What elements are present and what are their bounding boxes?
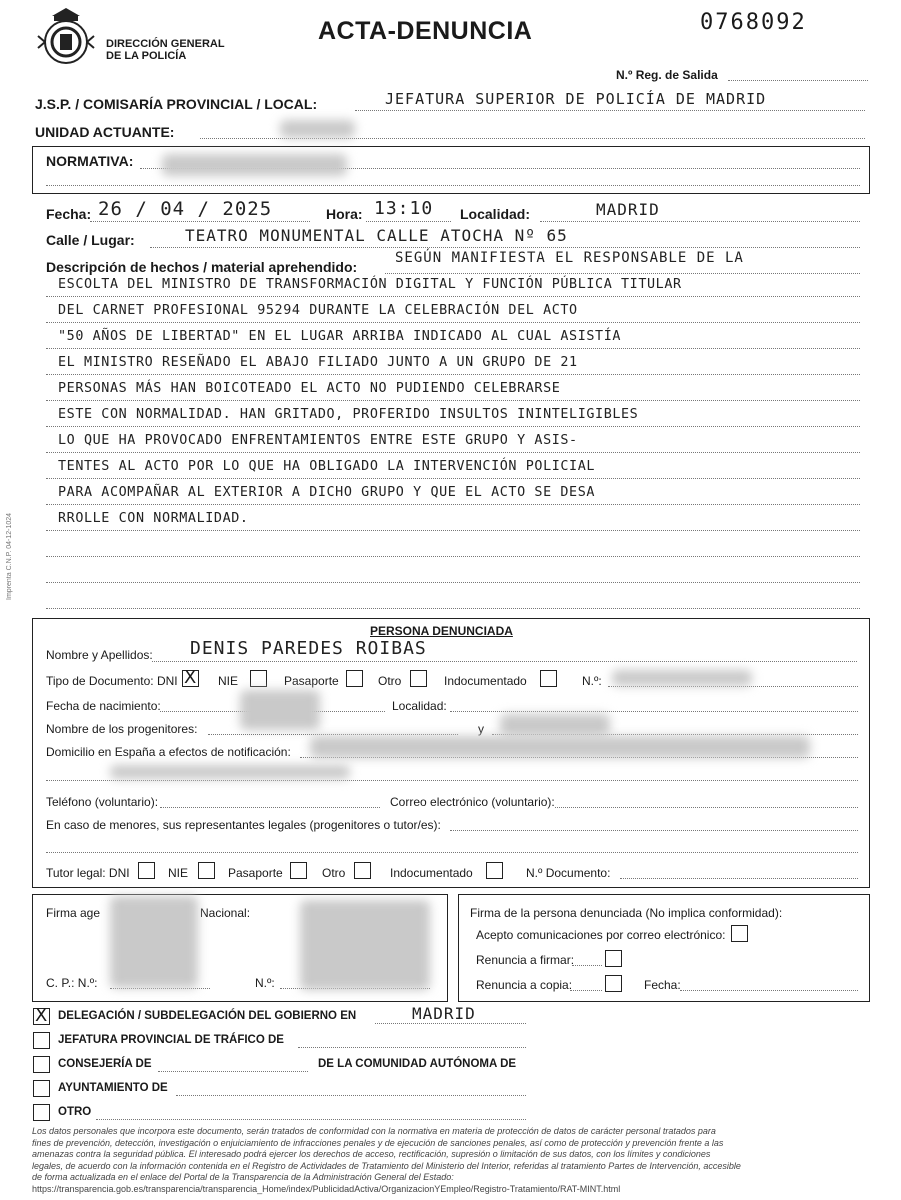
correo-label: Correo electrónico (voluntario): (390, 795, 555, 809)
description-rule (46, 504, 860, 505)
tutor-otro-label: Otro (322, 866, 346, 880)
description-rule (46, 374, 860, 375)
indocumentado-label: Indocumentado (444, 674, 527, 688)
num-doc-label: N.º: (582, 674, 602, 688)
description-line: ESCOLTA DEL MINISTRO DE TRANSFORMACIÓN DIGITAL Y FUNCIÓN PÚBLICA TITULAR (58, 277, 682, 292)
description-rule (46, 400, 860, 401)
destination-checkbox[interactable] (33, 1080, 50, 1097)
destination-checkbox[interactable] (33, 1032, 50, 1049)
footer-line: fines de prevención, detección, investigación o enjuiciamiento de infracciones penales y de ejecución de sanciones penales, así como de protección y prevención frente a las (32, 1137, 724, 1148)
nie-checkbox[interactable] (250, 670, 267, 687)
otro-label: Otro (378, 674, 402, 688)
description-rule (46, 478, 860, 479)
destination-label: JEFATURA PROVINCIAL DE TRÁFICO DE (58, 1034, 284, 1046)
fecha-firma-label: Fecha: (644, 978, 681, 992)
localidad-nac-label: Localidad: (392, 699, 447, 713)
acepto-checkbox[interactable] (731, 925, 748, 942)
telefono-label: Teléfono (voluntario): (46, 795, 159, 809)
destination-label: CONSEJERÍA DE (58, 1058, 152, 1070)
tutor-indocumentado-label: Indocumentado (390, 866, 473, 880)
org-line-1: DIRECCIÓN GENERAL (106, 38, 225, 50)
descripcion-first-line: SEGÚN MANIFIESTA EL RESPONSABLE DE LA (395, 250, 744, 266)
description-rule (46, 296, 860, 297)
description-line: PERSONAS MÁS HAN BOICOTEADO EL ACTO NO PUDIENDO CELEBRARSE (58, 381, 561, 396)
progenitores-label: Nombre de los progenitores: (46, 722, 198, 736)
firma-denunciada-label: Firma de la persona denunciada (No implica conformidad): (470, 906, 783, 920)
localidad-label: Localidad: (460, 206, 531, 222)
tutor-indocumentado-checkbox[interactable] (486, 862, 503, 879)
destination-check-mark: X (35, 1005, 48, 1026)
hora-value: 13:10 (374, 198, 434, 219)
acepto-label: Acepto comunicaciones por correo electrónico: (476, 928, 726, 942)
redacted-domicilio-2 (110, 765, 350, 779)
org-name (106, 38, 225, 62)
nie-label: NIE (218, 674, 239, 688)
normativa-box (32, 146, 870, 194)
description-line: ESTE CON NORMALIDAD. HAN GRITADO, PROFERIDO INSULTOS ININTELIGIBLES (58, 407, 639, 422)
renuncia-copia-checkbox[interactable] (605, 975, 622, 992)
description-line: EL MINISTRO RESEÑADO EL ABAJO FILIADO JUNTO A UN GRUPO DE 21 (58, 355, 578, 370)
destination-label: AYUNTAMIENTO DE (58, 1082, 168, 1094)
calle-value: TEATRO MONUMENTAL CALLE ATOCHA Nº 65 (185, 226, 568, 245)
destination-label: OTRO (58, 1106, 92, 1118)
destination-extra-label: DE LA COMUNIDAD AUTÓNOMA DE (318, 1058, 517, 1070)
agent-num-label: N.º: (255, 976, 275, 990)
localidad-value: MADRID (596, 200, 660, 219)
description-rule (46, 426, 860, 427)
pasaporte-label: Pasaporte (284, 674, 339, 688)
description-line: PARA ACOMPAÑAR AL EXTERIOR A DICHO GRUPO Y QUE EL ACTO SE DESA (58, 485, 596, 500)
redacted-num-doc (612, 670, 752, 686)
description-line: LO QUE HA PROVOCADO ENFRENTAMIENTOS ENTRE ESTE GRUPO Y ASIS- (58, 433, 578, 448)
normativa-label: NORMATIVA: (46, 153, 134, 169)
description-line: TENTES AL ACTO POR LO QUE HA OBLIGADO LA INTERVENCIÓN POLICIAL (58, 459, 596, 474)
redacted-agent-signature (110, 896, 198, 988)
description-rule (46, 582, 860, 583)
footer-line: de forma actualizada en el enlace del Portal de la Transparencia de la Administración General del Estado: (32, 1172, 454, 1182)
police-seal-logo (34, 6, 98, 66)
fecha-value: 26 / 04 / 2025 (98, 198, 273, 220)
tutor-dni-checkbox[interactable] (138, 862, 155, 879)
menores-label: En caso de menores, sus representantes legales (progenitores o tutor/es): (46, 818, 441, 832)
tutor-pasaporte-checkbox[interactable] (290, 862, 307, 879)
redacted-unidad (280, 120, 355, 138)
progenitores-y: y (478, 722, 484, 736)
hora-label: Hora: (326, 206, 363, 222)
destination-label: DELEGACIÓN / SUBDELEGACIÓN DEL GOBIERNO EN (58, 1010, 357, 1022)
org-line-2: DE LA POLICÍA (106, 50, 187, 62)
tutor-nie-checkbox[interactable] (198, 862, 215, 879)
description-line: RROLLE CON NORMALIDAD. (58, 511, 249, 526)
destination-checkbox[interactable] (33, 1104, 50, 1121)
renuncia-firmar-label: Renuncia a firmar: (476, 953, 575, 967)
printer-side-text: Imprenta C.N.P. 04-12-1024 (6, 512, 13, 600)
description-rule (46, 348, 860, 349)
description-rule (46, 322, 860, 323)
description-rule (46, 452, 860, 453)
description-rule (46, 608, 860, 609)
footer-line: Los datos personales que incorpora este documento, serán tratados de conformidad con la normativa en materia de protección de datos de carácter personal tratados para (32, 1126, 716, 1136)
firma-agente-label: Firma age (46, 906, 101, 920)
descripcion-label: Descripción de hechos / material aprehendido: (46, 259, 358, 275)
footer-line: legales, de acuerdo con la información contenida en el Registro de Actividades de Tratamiento del Ministerio del Interior, referidas al tratamiento Partes de Intervención, accesible (32, 1160, 741, 1171)
nombre-value: DENIS PAREDES ROIBAS (190, 638, 427, 659)
tutor-otro-checkbox[interactable] (354, 862, 371, 879)
pasaporte-checkbox[interactable] (346, 670, 363, 687)
jsp-value: JEFATURA SUPERIOR DE POLICÍA DE MADRID (385, 90, 767, 108)
jsp-label: J.S.P. / COMISARÍA PROVINCIAL / LOCAL: (35, 96, 318, 112)
footer-line: amenazas contra la seguridad pública. El interesado podrá ejercer los derechos de acceso, rectificación, supresión o limitación de sus datos, con los límites y condiciones (32, 1149, 711, 1159)
description-rule (46, 530, 860, 531)
domicilio-label: Domicilio en España a efectos de notificación: (46, 745, 291, 759)
otro-checkbox[interactable] (410, 670, 427, 687)
footer-url[interactable]: https://transparencia.gob.es/transparencia/transparencia_Home/index/PublicidadActiva/OrganizacionYEmpleo/Registro-Tratamiento/RAT-MINT.html (32, 1183, 621, 1194)
redacted-nacimiento (240, 690, 320, 730)
redacted-agent-nacional (300, 900, 430, 990)
redacted-progenitores (500, 714, 610, 736)
tutor-nie-label: NIE (168, 866, 189, 880)
destination-value: MADRID (412, 1004, 476, 1023)
legal-footer (32, 1126, 882, 1195)
renuncia-copia-label: Renuncia a copia: (476, 978, 573, 992)
indocumentado-checkbox[interactable] (540, 670, 557, 687)
document-title: ACTA-DENUNCIA (318, 17, 533, 45)
persona-section-title: PERSONA DENUNCIADA (370, 624, 513, 638)
reg-salida-label: N.º Reg. de Salida (616, 68, 718, 82)
destination-checkbox[interactable] (33, 1056, 50, 1073)
cp-label: C. P.: N.º: (46, 976, 98, 990)
description-rule (46, 556, 860, 557)
nacional-label: Nacional: (200, 906, 251, 920)
description-line: "50 AÑOS DE LIBERTAD" EN EL LUGAR ARRIBA INDICADO AL CUAL ASISTÍA (58, 329, 622, 344)
renuncia-firmar-checkbox[interactable] (605, 950, 622, 967)
tutor-pasaporte-label: Pasaporte (228, 866, 283, 880)
nacimiento-label: Fecha de nacimiento: (46, 699, 161, 713)
tutor-num-doc-label: N.º Documento: (526, 866, 611, 880)
calle-label: Calle / Lugar: (46, 232, 135, 248)
description-line: DEL CARNET PROFESIONAL 95294 DURANTE LA CELEBRACIÓN DEL ACTO (58, 303, 578, 318)
tipo-doc-label: Tipo de Documento: DNI (46, 674, 178, 688)
fecha-label: Fecha: (46, 206, 92, 222)
redacted-normativa (162, 154, 347, 176)
unidad-actuante-label: UNIDAD ACTUANTE: (35, 124, 175, 140)
dni-check-mark: X (184, 667, 197, 688)
document-number: 0768092 (700, 10, 807, 35)
tutor-label: Tutor legal: DNI (46, 866, 130, 880)
nombre-label: Nombre y Apellidos: (46, 648, 153, 662)
redacted-domicilio (310, 736, 810, 758)
